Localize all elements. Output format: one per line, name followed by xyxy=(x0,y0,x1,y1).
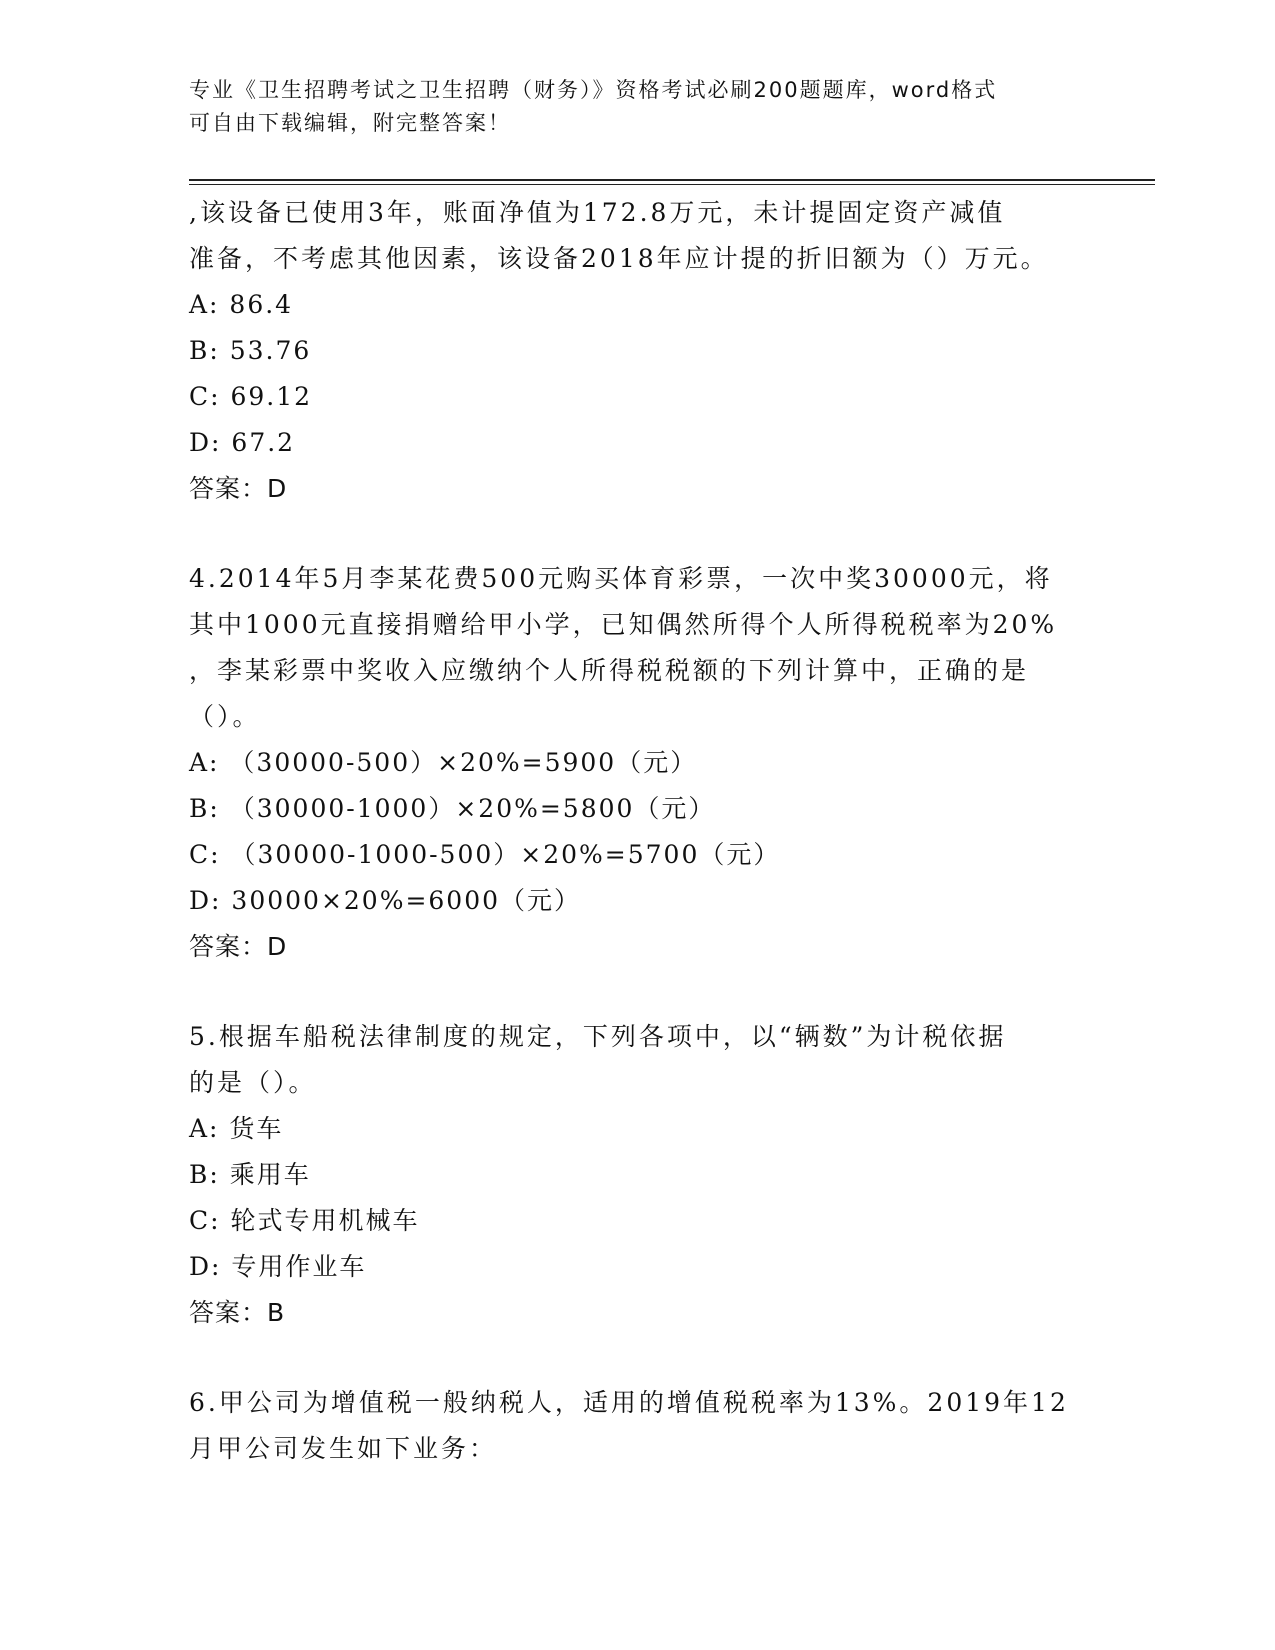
document-header xyxy=(189,74,1069,140)
question-stem-line: 6.甲公司为增值税一般纳税人，适用的增值税税率为13%。2019年12 xyxy=(189,1388,1069,1417)
question-3 xyxy=(189,190,1089,512)
option-d: D: 67.2 xyxy=(189,428,296,457)
answer: 答案：D xyxy=(189,474,288,503)
question-5 xyxy=(189,1014,1089,1336)
option-b: B: （30000-1000）×20%=5800（元） xyxy=(189,794,716,823)
answer: 答案：D xyxy=(189,932,288,961)
question-stem-line: ,该设备已使用3年，账面净值为172.8万元，未计提固定资产减值 xyxy=(189,198,1006,227)
option-d: D: 专用作业车 xyxy=(189,1252,367,1281)
option-c: C: （30000-1000-500）×20%=5700（元） xyxy=(189,840,781,869)
question-stem-line: 4.2014年5月李某花费500元购买体育彩票，一次中奖30000元，将 xyxy=(189,564,1053,593)
header-divider-thin xyxy=(189,184,1155,185)
option-d: D: 30000×20%=6000（元） xyxy=(189,886,582,915)
option-b: B: 53.76 xyxy=(189,336,312,365)
header-title-line-1: 专业《卫生招聘考试之卫生招聘（财务）》资格考试必刷200题题库，word格式 xyxy=(189,78,998,102)
question-stem-line: 月甲公司发生如下业务： xyxy=(189,1434,498,1463)
header-divider-thick xyxy=(189,179,1155,181)
question-list xyxy=(189,190,1089,1472)
header-title-line-2: 可自由下载编辑，附完整答案！ xyxy=(189,111,511,135)
question-6 xyxy=(189,1380,1089,1472)
answer: 答案：B xyxy=(189,1298,286,1327)
question-stem-line: （）。 xyxy=(189,702,261,731)
option-c: C: 轮式专用机械车 xyxy=(189,1206,420,1235)
option-b: B: 乘用车 xyxy=(189,1160,311,1189)
option-a: A: 86.4 xyxy=(189,290,294,319)
question-stem-line: 的是（）。 xyxy=(189,1068,317,1097)
question-stem-line: 5.根据车船税法律制度的规定，下列各项中，以“辆数”为计税依据 xyxy=(189,1022,1007,1051)
question-stem-line: ，李某彩票中奖收入应缴纳个人所得税税额的下列计算中，正确的是 xyxy=(189,656,1030,685)
question-4 xyxy=(189,556,1089,970)
question-stem-line: 其中1000元直接捐赠给甲小学，已知偶然所得个人所得税税率为20% xyxy=(189,610,1058,639)
option-a: A: （30000-500）×20%=5900（元） xyxy=(189,748,698,777)
option-a: A: 货车 xyxy=(189,1114,284,1143)
option-c: C: 69.12 xyxy=(189,382,313,411)
question-stem-line: 准备，不考虑其他因素，该设备2018年应计提的折旧额为（）万元。 xyxy=(189,244,1049,273)
